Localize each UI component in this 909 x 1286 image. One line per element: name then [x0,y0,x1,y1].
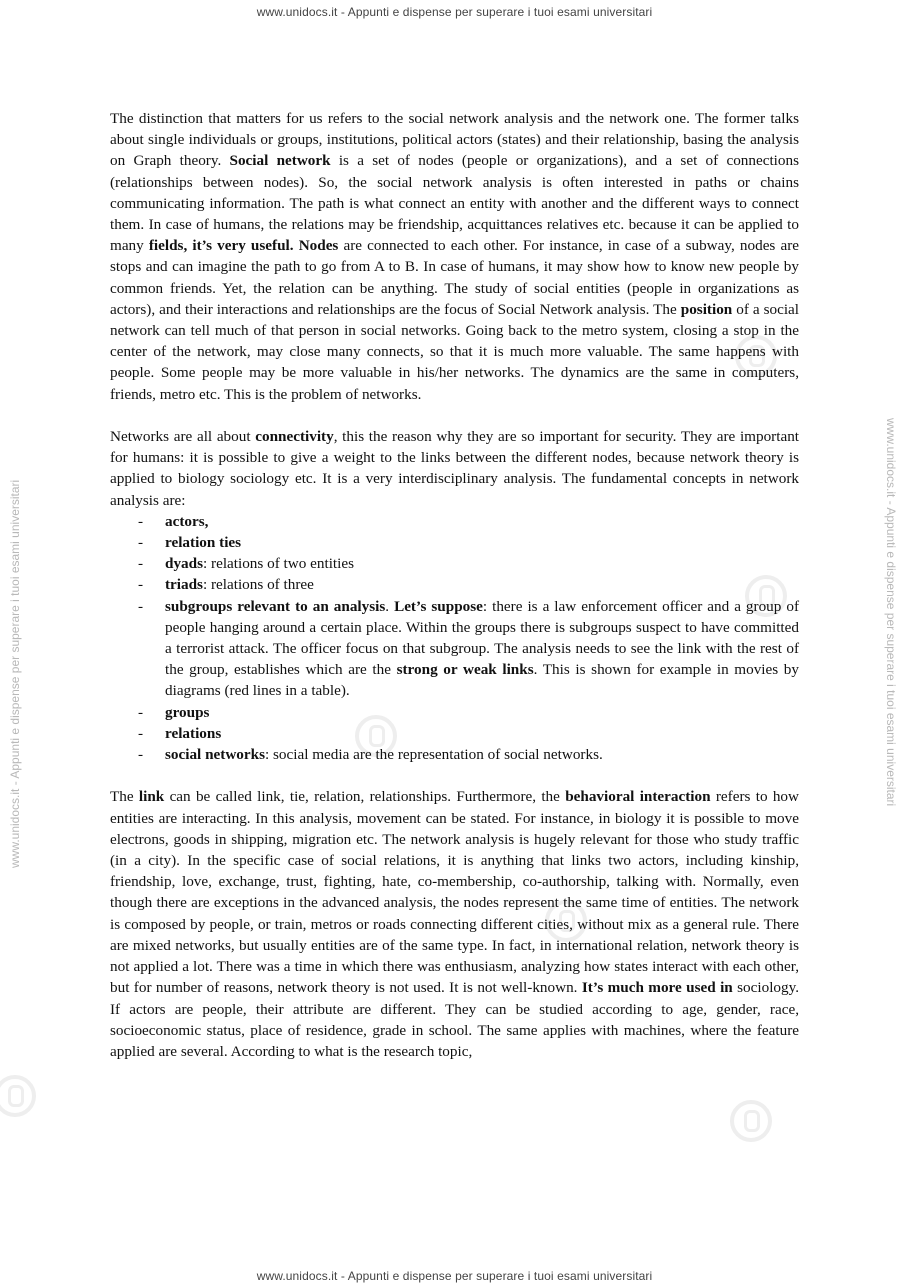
list-dash: - [138,703,144,721]
paragraph-social-network-analysis [110,108,799,405]
side-watermark-left: www.unidocs.it - Appunti e dispense per superare i tuoi esami universitari [8,479,22,868]
list-dash: - [138,576,144,594]
text-run: refers to how entities are interacting. In this analysis, movement can be stated. For instance, in biology it is possible to move electrons, goods in shipping, migration etc. The network analysis is hugely relevant for those who study traffic (in a city). In the specific case of social relations, it is anything that links two actors, including kinship, friendship, love, exchange, trust, fighting, hate, co-membership, co-authorship, talking with. Normally, even though there are exceptions in the advanced analysis, the nodes represent the same time of entities. The network is composed by people, or train, metros or roads connecting different cities, without mix as a general rule. There are mixed networks, but usually entities are of the same type. In fact, in international relation, network theory is not applied a lot. There was a time in which there was enthusiasm, analyzing how states interact with each other, but for number of reasons, network theory is not used. It is not well-known. [110,788,799,997]
text-run: can be called link, tie, relation, relationships. Furthermore, the [164,788,566,806]
list-item [110,532,799,553]
bold-term: It’s much more used in [581,979,733,997]
bold-term: Social network [229,152,331,170]
list-dash: - [138,724,144,742]
list-item [110,574,799,595]
list-dash: - [138,746,144,764]
header-watermark: www.unidocs.it - Appunti e dispense per superare i tuoi esami universitari [256,5,653,19]
text-run: . This is shown for example in movies by diagrams (red lines in a table). [165,661,799,700]
text-run: : social media are the representation of social networks. [264,746,603,764]
bold-term: relations [165,724,222,742]
paragraph-link [110,786,799,1062]
list-item [110,723,799,744]
text-run: is a set of nodes (people or organizations), and a set of connections (relationships between nodes). So, the social network analysis is often interested in paths or chains communicating information. The path is what connect an entity with another and the different ways to connect them. In case of humans, the relations may be friendship, acquittances relatives etc. because it can be applied to many [110,152,799,255]
bold-term: behavioral interaction [565,788,711,806]
text-run: The [110,788,139,806]
list-dash: - [138,597,144,615]
bold-term: Nodes [298,237,339,255]
list-item [110,596,799,702]
bold-term: connectivity [255,428,334,446]
text-run: : relations of two entities [203,555,354,573]
bold-term: relation ties [165,534,242,552]
concepts-list [110,511,799,765]
bold-term: actors, [165,512,209,530]
bold-term: groups [165,703,210,721]
bold-term: dyads [165,555,203,573]
footer-watermark: www.unidocs.it - Appunti e dispense per superare i tuoi esami universitari [256,1269,653,1283]
document-body [110,108,799,1062]
text-run: Networks are all about [110,428,256,446]
bold-term: link [138,788,165,806]
watermark-logo-icon [730,1100,772,1142]
side-watermark-right: www.unidocs.it - Appunti e dispense per superare i tuoi esami universitari [884,418,898,807]
list-item [110,553,799,574]
bold-term: subgroups relevant to an analysis [165,597,386,615]
bold-term: strong or weak links [396,661,534,679]
text-run: of a social network can tell much of that person in social networks. Going back to the metro system, closing a stop in the center of the network, may close many connects, so that it is much more valuable. The same happens with people. Some people may be more valuable in his/her networks. The dynamics are the same in computers, friends, metro etc. This is the problem of networks. [110,300,799,403]
text-run: , this the reason why they are so important for security. They are important for humans: it is possible to give a weight to the links between the different nodes, because network theory is applied to biology sociology etc. It is a very interdisciplinary analysis. The fundamental concepts in network analysis are: [110,428,800,509]
text-run: are connected to each other. For instance, in case of a subway, nodes are stops and can imagine the path to go from A to B. In case of humans, it may show how to know new people by common friends. Yet, the relation can be anything. The study of social entities (people in organizations as actors), and their interactions and relationships are the focus of Social Network analysis. The [110,237,799,318]
list-item [110,511,799,532]
text-run: The distinction that matters for us refers to the social network analysis and the network one. The former talks about single individuals or groups, institutions, political actors (states) and their relationship, basing the analysis on Graph theory. [110,110,799,170]
bold-term: social networks [165,746,265,764]
list-dash: - [138,534,144,552]
bold-term: Let’s suppose [394,597,483,615]
text-run: : relations of three [202,576,314,594]
list-item [110,702,799,723]
text-run: sociology. If actors are people, their attribute are different. They can be studied according to age, gender, race, socioeconomic status, place of residence, grade in school. The same applies with machines, where the feature applied are several. According to what is the research topic, [110,979,800,1060]
text-run: . [385,597,395,615]
list-dash: - [138,555,144,573]
bold-term: fields, it’s very useful. [148,237,294,255]
watermark-logo-icon [0,1075,36,1117]
list-item [110,744,799,765]
list-dash: - [138,512,144,530]
text-run: : there is a law enforcement officer and a group of people hanging around a certain place. Within the groups there is subgroups suspect to have committed a terrorist attack. The officer focus on that subgroup. The analysis needs to see the link with the rest of the group, establishes which are the [165,597,800,679]
bold-term: position [680,300,733,318]
bold-term: triads [165,576,203,594]
paragraph-connectivity [110,426,799,511]
